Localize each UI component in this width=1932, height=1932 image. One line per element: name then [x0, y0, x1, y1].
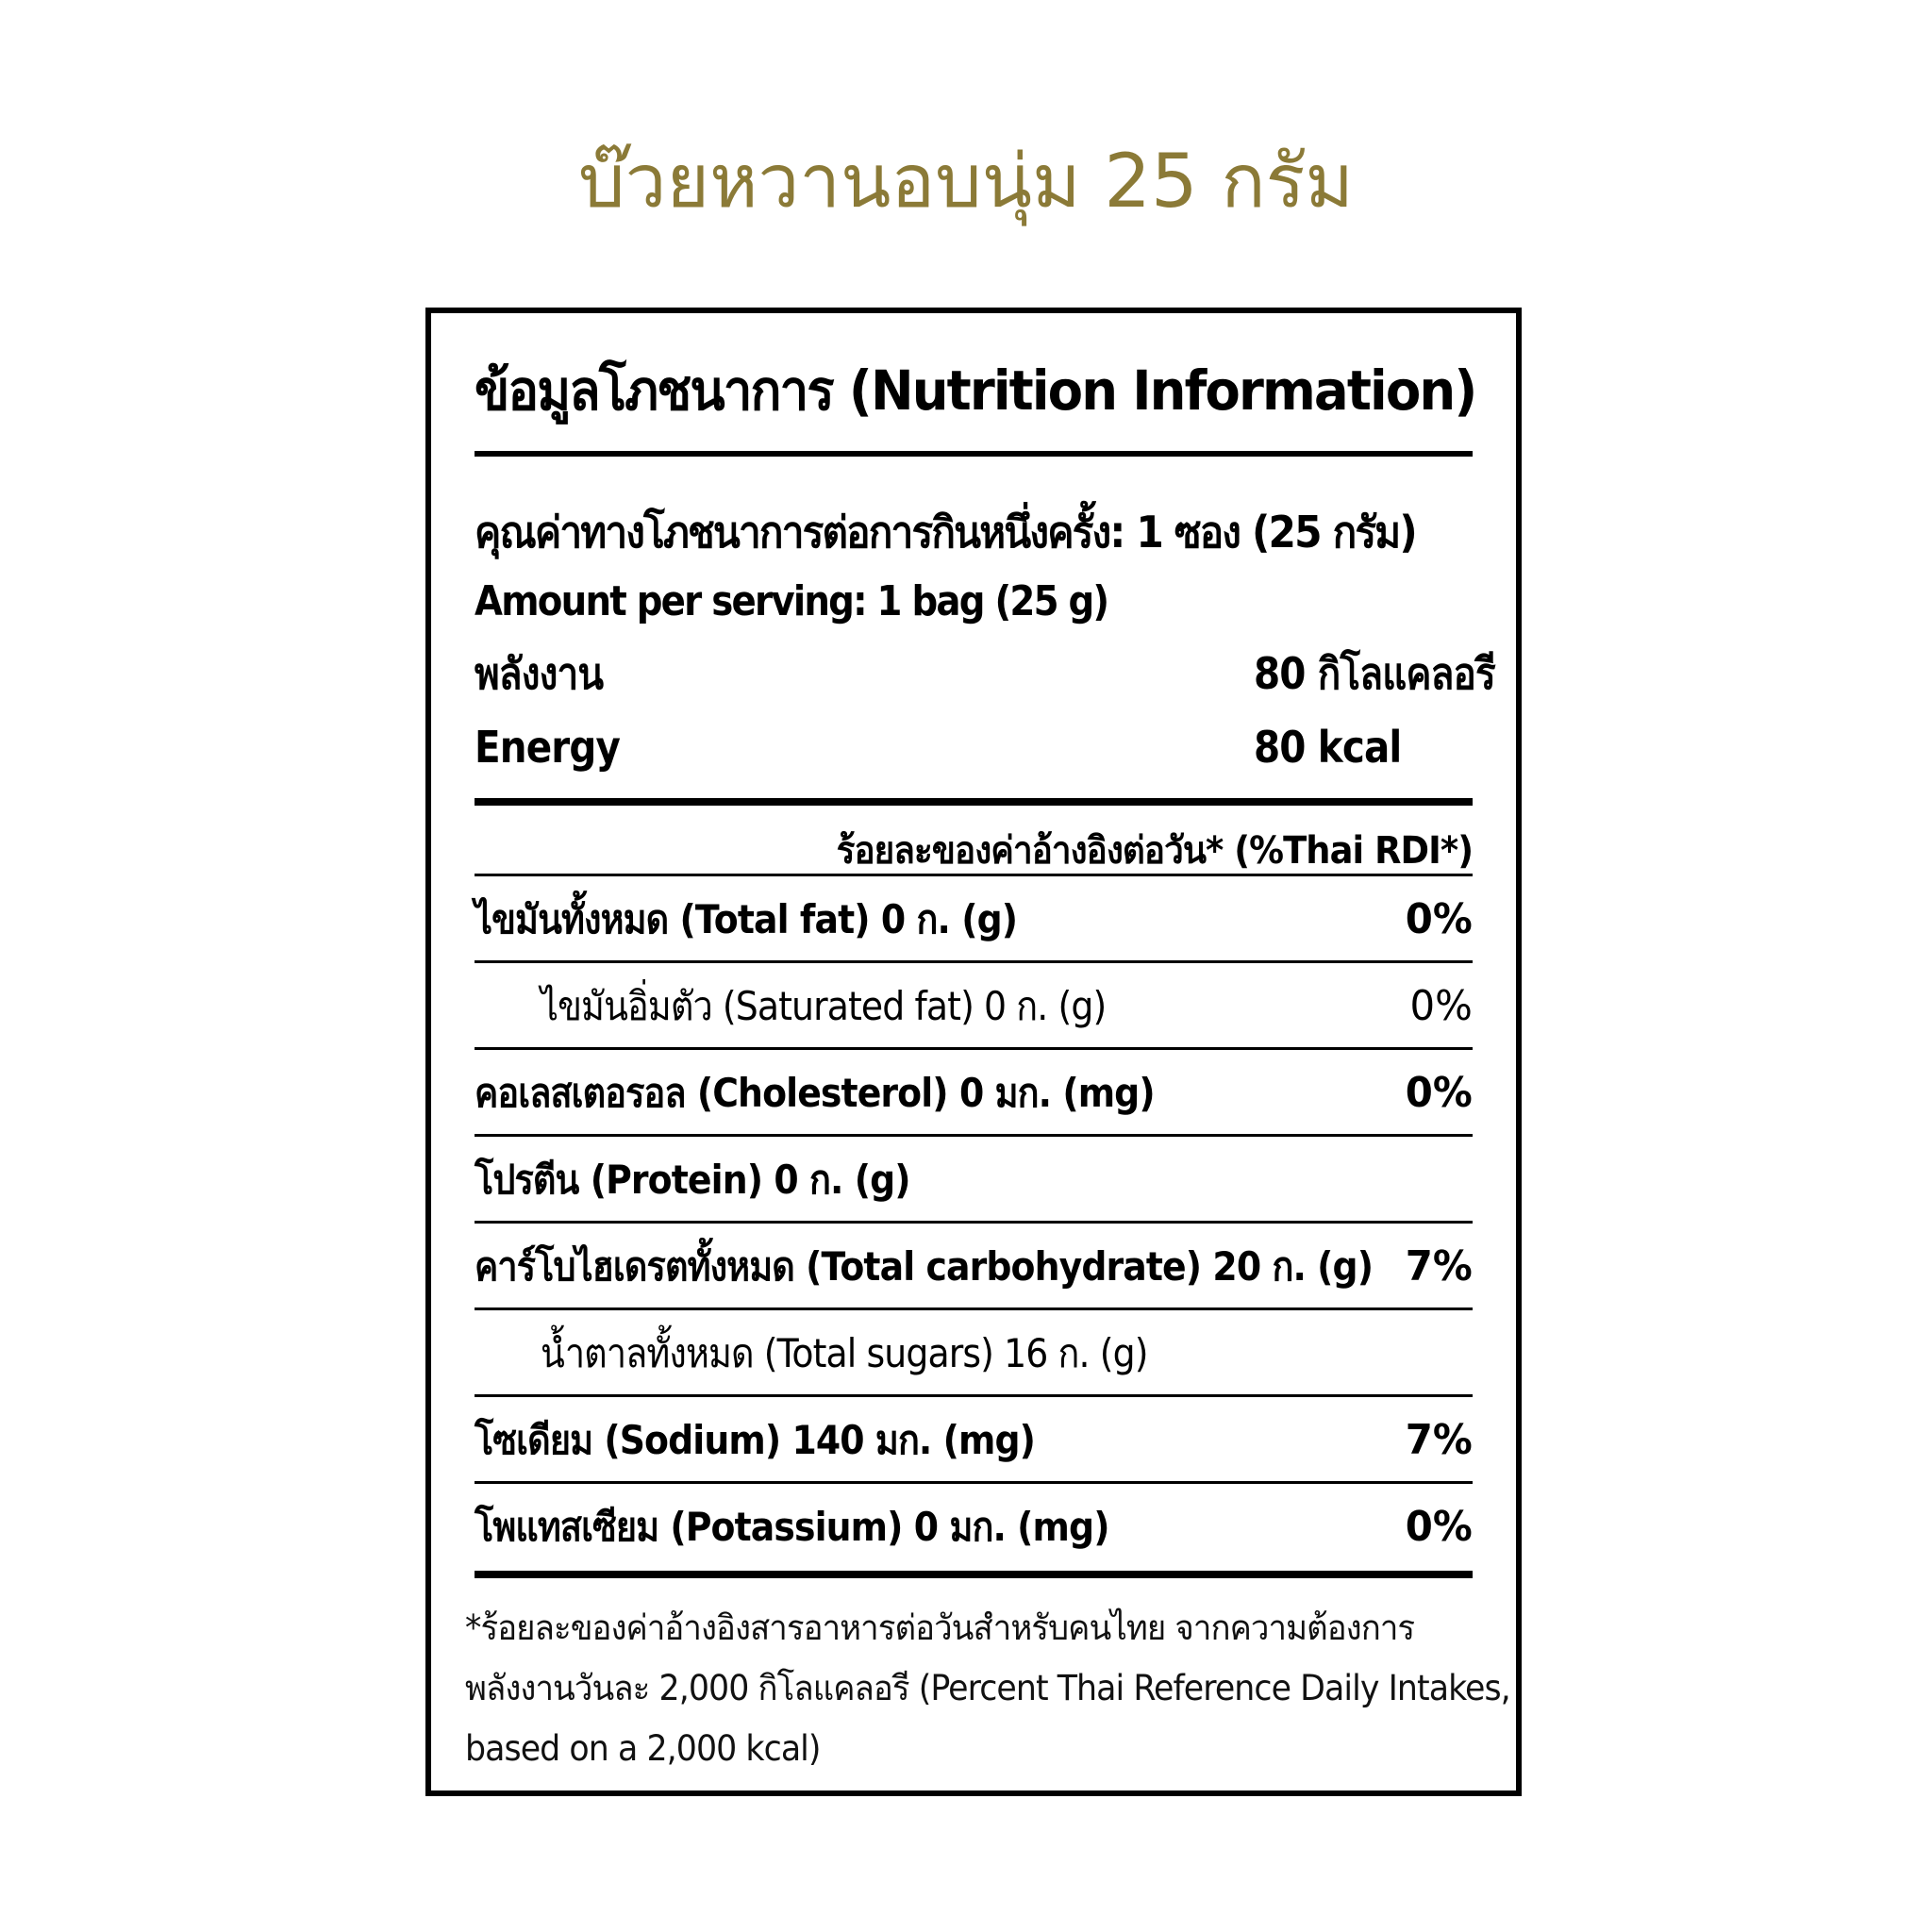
nutrient-percent: 0% [1406, 1503, 1473, 1551]
nutrient-name: ไขมันทั้งหมด (Total fat) 0 ก. (g) [475, 896, 1018, 942]
nutrient-name: คาร์โบไฮเดรตทั้งหมด (Total carbohydrate) 20 ก. (g) [475, 1243, 1374, 1290]
footnote-line: พลังงานวันละ 2,000 กิโลแคลอรี (Percent Thai Reference Daily Intakes, [465, 1668, 1510, 1708]
nutrient-name: โซเดียม (Sodium) 140 มก. (mg) [475, 1417, 1036, 1463]
energy-label-english: Energy [475, 722, 620, 773]
bottom-rule [475, 1571, 1473, 1578]
nutrient-row-protein [475, 1137, 1473, 1224]
footnote-line: *ร้อยละของค่าอ้างอิงสารอาหารต่อวันสำหรับคนไทย จากความต้องการ [465, 1607, 1415, 1648]
serving-size-english: Amount per serving: 1 bag (25 g) [475, 577, 1108, 625]
footnote [465, 1598, 1510, 1779]
serving-size-thai: คุณค่าทางโภชนาการต่อการกินหนึ่งครั้ง: 1 ซอง (25 กรัม) [475, 507, 1416, 558]
energy-value-english: 80 kcal [1254, 722, 1402, 773]
nutrient-name: คอเลสเตอรอล (Cholesterol) 0 มก. (mg) [475, 1070, 1155, 1116]
product-title: บ๊วยหวานอบนุ่ม 25 กรัม [578, 140, 1354, 225]
nutrient-row-saturated-fat [475, 963, 1473, 1050]
nutrient-name: โพแทสเซียม (Potassium) 0 มก. (mg) [475, 1504, 1109, 1550]
nutrient-percent: 0% [1409, 982, 1473, 1030]
nutrient-row-total-fat [475, 876, 1473, 963]
nutrient-row-sodium [475, 1397, 1473, 1484]
nutrient-row-total-carbohydrate [475, 1224, 1473, 1310]
nutrient-percent: 0% [1406, 1069, 1473, 1117]
nutrition-header: ข้อมูลโภชนาการ (Nutrition Information) [475, 358, 1476, 423]
footnote-line: based on a 2,000 kcal) [465, 1728, 821, 1769]
nutrient-name: โปรตีน (Protein) 0 ก. (g) [475, 1157, 910, 1203]
nutrient-row-total-sugars [475, 1310, 1473, 1397]
nutrient-percent: 7% [1406, 1416, 1473, 1464]
nutrient-name: น้ำตาลทั้งหมด (Total sugars) 16 ก. (g) [541, 1330, 1148, 1376]
nutrient-row-cholesterol [475, 1050, 1473, 1137]
energy-value-thai: 80 กิโลแคลอรี [1254, 648, 1495, 699]
nutrient-name: ไขมันอิ่มตัว (Saturated fat) 0 ก. (g) [541, 983, 1107, 1029]
nutrition-panel [425, 308, 1522, 1796]
nutrient-percent: 7% [1406, 1242, 1473, 1291]
header-rule [475, 451, 1473, 457]
energy-label-thai: พลังงาน [475, 648, 604, 699]
rdi-header: ร้อยละของค่าอ้างอิงต่อวัน* (%Thai RDI*) [836, 829, 1473, 873]
nutrient-row-potassium [475, 1484, 1473, 1571]
nutrient-percent: 0% [1406, 895, 1473, 943]
energy-rule [475, 798, 1473, 806]
